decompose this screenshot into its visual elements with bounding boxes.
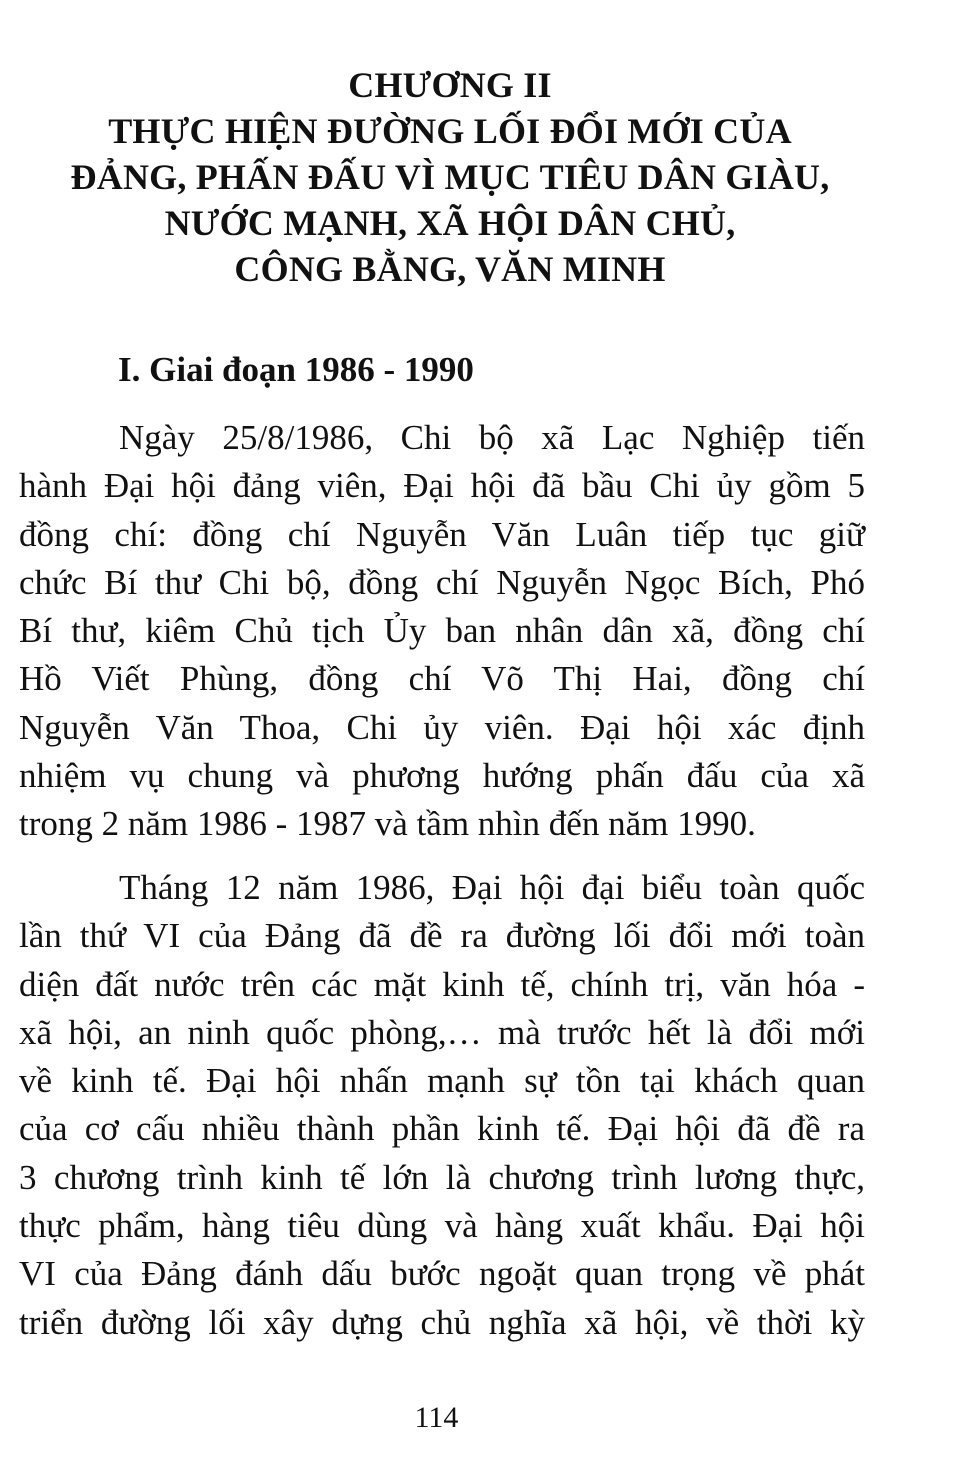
chapter-heading (0, 62, 900, 292)
text-line: Hồ Viết Phùng, đồng chí Võ Thị Hai, đồng chí (19, 659, 865, 699)
text-line: xã hội, an ninh quốc phòng,… mà trước hết là đổi mới (19, 1012, 865, 1052)
text-line: lần thứ VI của Đảng đã đề ra đường lối đổi mới toàn (19, 916, 865, 956)
text-line: chức Bí thư Chi bộ, đồng chí Nguyễn Ngọc Bích, Phó (19, 562, 865, 602)
text-line: VI của Đảng đánh dấu bước ngoặt quan trọng về phát (19, 1254, 865, 1294)
text-line: hành Đại hội đảng viên, Đại hội đã bầu Chi ủy gồm 5 (19, 466, 865, 506)
page-number: 114 (414, 1401, 459, 1434)
text-line: 3 chương trình kinh tế lớn là chương trình lương thực, (19, 1157, 865, 1197)
text-line: Ngày 25/8/1986, Chi bộ xã Lạc Nghiệp tiến (119, 418, 865, 457)
text-line: nhiệm vụ chung và phương hướng phấn đấu của xã (19, 756, 865, 796)
chapter-number: CHƯƠNG II (348, 65, 552, 105)
text-line: trong 2 năm 1986 - 1987 và tầm nhìn đến năm 1990. (19, 804, 756, 844)
chapter-title-line: ĐẢNG, PHẤN ĐẤU VÌ MỤC TIÊU DÂN GIÀU, (70, 157, 830, 197)
text-line: Bí thư, kiêm Chủ tịch Ủy ban nhân dân xã, đồng chí (19, 611, 865, 651)
text-line: của cơ cấu nhiều thành phần kinh tế. Đại hội đã đề ra (19, 1109, 865, 1149)
text-line: đồng chí: đồng chí Nguyễn Văn Luân tiếp tục giữ (19, 514, 865, 554)
text-line: về kinh tế. Đại hội nhấn mạnh sự tồn tại khách quan (19, 1061, 865, 1101)
text-line: Nguyễn Văn Thoa, Chi ủy viên. Đại hội xác định (19, 707, 865, 747)
paragraph (19, 414, 865, 849)
text-line: diện đất nước trên các mặt kinh tế, chính trị, văn hóa - (19, 964, 865, 1004)
paragraph (19, 864, 865, 1347)
text-line: Tháng 12 năm 1986, Đại hội đại biểu toàn quốc (119, 868, 865, 907)
text-line: thực phẩm, hàng tiêu dùng và hàng xuất khẩu. Đại hội (19, 1206, 865, 1246)
chapter-title-line: NƯỚC MẠNH, XÃ HỘI DÂN CHỦ, (164, 203, 736, 243)
chapter-title-line: THỰC HIỆN ĐƯỜNG LỐI ĐỔI MỚI CỦA (108, 111, 792, 151)
text-line: triển đường lối xây dựng chủ nghĩa xã hội, về thời kỳ (19, 1302, 865, 1342)
section-heading: I. Giai đoạn 1986 - 1990 (118, 350, 474, 389)
chapter-title-line: CÔNG BẰNG, VĂN MINH (234, 249, 666, 289)
